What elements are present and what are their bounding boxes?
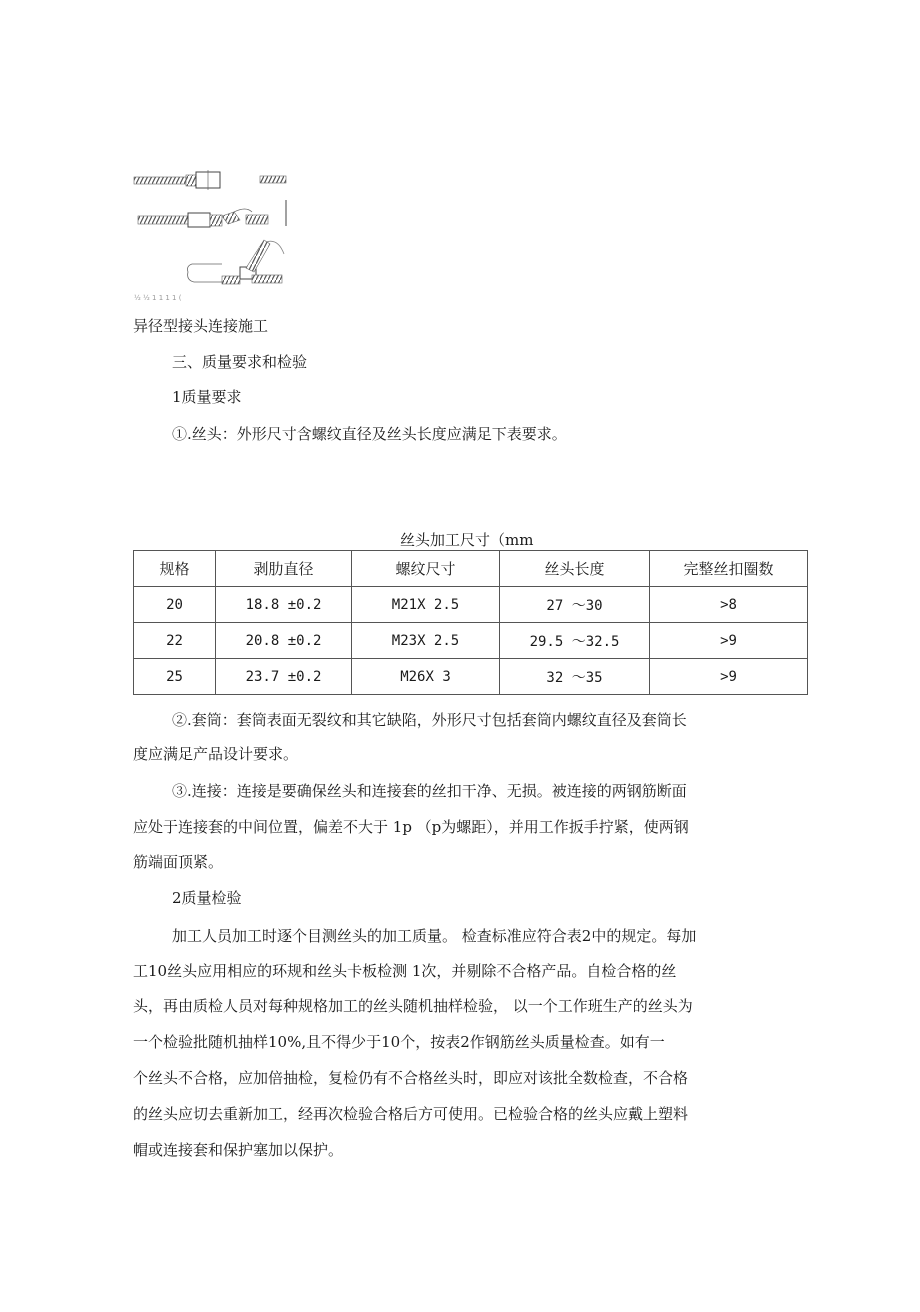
- rebar-row-1: [134, 170, 286, 190]
- subheading-quality-inspection: 2质量检验: [172, 889, 242, 907]
- table-cell: 22: [134, 623, 216, 659]
- table-cell: 18.8 ±0.2: [216, 587, 352, 623]
- inspection-line2: 工10丝头应用相应的环规和丝头卡板检测 1次，并剔除不合格产品。自检合格的丝: [133, 962, 677, 980]
- header-cell: 完整丝扣圈数: [650, 551, 808, 587]
- header-cell: 螺纹尺寸: [352, 551, 500, 587]
- item-sleeve-line2: 度应满足产品设计要求。: [133, 745, 299, 763]
- table-title: 丝头加工尺寸（mm: [400, 531, 534, 549]
- table-row: [134, 587, 808, 623]
- table-row: [134, 623, 808, 659]
- scale-text: ½ ½ 1 1 1 1 (: [134, 294, 182, 302]
- table-cell: M21X 2.5: [352, 587, 500, 623]
- rebar-row-3: [134, 240, 284, 302]
- thread-spec-table: [133, 550, 808, 695]
- table-cell: >8: [650, 587, 808, 623]
- header-cell: 规格: [134, 551, 216, 587]
- figure-caption: 异径型接头连接施工: [133, 317, 269, 335]
- table-cell: >9: [650, 659, 808, 695]
- table-cell: >9: [650, 623, 808, 659]
- item-connection-line3: 筋端面顶紧。: [133, 853, 224, 871]
- inspection-line7: 帽或连接套和保护塞加以保护。: [133, 1141, 344, 1159]
- inspection-line3: 头，再由质检人员对每种规格加工的丝头随机抽样检验， 以一个工作班生产的丝头为: [133, 997, 693, 1015]
- item-thread-head: ①.丝头：外形尺寸含螺纹直径及丝头长度应满足下表要求。: [172, 425, 567, 443]
- inspection-line4: 一个检验批随机抽样10%,且不得少于10个，按表2作钢筋丝头质量检查。如有一: [133, 1033, 665, 1051]
- subheading-quality-requirements: 1质量要求: [172, 388, 242, 406]
- inspection-line1: 加工人员加工时逐个目测丝头的加工质量。 检查标准应符合表2中的规定。每加: [172, 927, 697, 945]
- joint-illustration: [128, 160, 298, 302]
- table-row: [134, 659, 808, 695]
- table-cell: 27 ～30: [500, 587, 650, 623]
- item-connection-line1: ③.连接：连接是要确保丝头和连接套的丝扣干净、无损。被连接的两钢筋断面: [172, 782, 687, 800]
- table-cell: 25: [134, 659, 216, 695]
- item-sleeve-line1: ②.套筒：套筒表面无裂纹和其它缺陷，外形尺寸包括套筒内螺纹直径及套筒长: [172, 711, 687, 729]
- item-connection-line2: 应处于连接套的中间位置，偏差不大于 1p （p为螺距），并用工作扳手拧紧，使两钢: [133, 818, 689, 836]
- table-cell: 29.5 ～32.5: [500, 623, 650, 659]
- table-cell: 20.8 ±0.2: [216, 623, 352, 659]
- table-cell: 23.7 ±0.2: [216, 659, 352, 695]
- header-cell: 丝头长度: [500, 551, 650, 587]
- table-cell: 20: [134, 587, 216, 623]
- table-cell: M26X 3: [352, 659, 500, 695]
- inspection-line6: 的丝头应切去重新加工，经再次检验合格后方可使用。已检验合格的丝头应戴上塑料: [133, 1105, 689, 1123]
- table-cell: 32 ～35: [500, 659, 650, 695]
- table-cell: M23X 2.5: [352, 623, 500, 659]
- header-cell: 剥肋直径: [216, 551, 352, 587]
- rebar-row-2: [138, 200, 286, 227]
- section-heading: 三、质量要求和检验: [172, 353, 308, 371]
- table-header-row: [134, 551, 808, 587]
- inspection-line5: 个丝头不合格，应加倍抽检，复检仍有不合格丝头时，即应对该批全数检查，不合格: [133, 1069, 689, 1087]
